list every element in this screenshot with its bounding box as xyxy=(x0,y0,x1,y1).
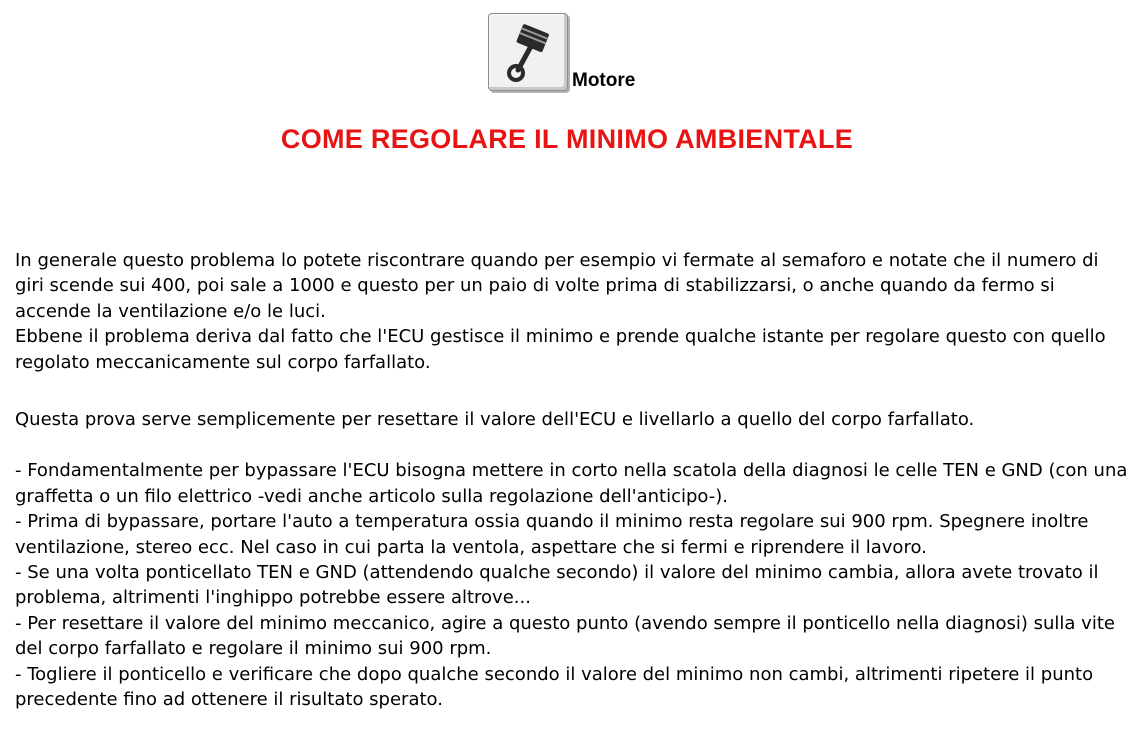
step-item: - Prima di bypassare, portare l'auto a temperatura ossia quando il minimo resta regolare sui 900 rpm. Spegnere inoltre ventilazione, stereo ecc. Nel caso in cui parta la ventola, aspettare che si fermi e riprendere il lavoro. xyxy=(15,511,1089,558)
section-label: Motore xyxy=(572,70,636,91)
step-item: - Per resettare il valore del minimo meccanico, agire a questo punto (avendo sempre il ponticello nella diagnosi) sulla vite del corpo farfallato e regolare il minimo sui 900 rpm. xyxy=(15,612,1115,660)
page-title: COME REGOLARE IL MINIMO AMBIENTALE xyxy=(280,124,854,154)
article-body xyxy=(15,248,1130,713)
section-header xyxy=(488,5,635,91)
step-item: - Togliere il ponticello e verificare che dopo qualche secondo il valore del minimo non cambi, altrimenti ripetere il punto precedente fino ad ottenere il risultato sperato. xyxy=(15,663,1094,711)
step-item: - Se una volta ponticellato TEN e GND (attendendo qualche secondo) il valore del minimo cambia, allora avete trovato il problema, altrimenti l'inghippo potrebbe essere altrove... xyxy=(15,562,1099,609)
intro-paragraph-1: In generale questo problema lo potete riscontrare quando per esempio vi fermate al semaforo e notate che il numero di giri scende sui 400, poi sale a 1000 e questo per un paio di volte prima di stabilizzarsi, o anche quando da fermo si accende la ventilazione e/o le luci. xyxy=(15,250,1099,322)
intro-paragraph-2: Ebbene il problema deriva dal fatto che l'ECU gestisce il minimo e prende qualche istante per regolare questo con quello regolato meccanicamente sul corpo farfallato. xyxy=(15,326,1106,373)
step-item: - Fondamentalmente per bypassare l'ECU bisogna mettere in corto nella scatola della diagnosi le celle TEN e GND (con una graffetta o un filo elettrico -vedi anche articolo sulla regolazione dell'anticipo-). xyxy=(15,460,1128,507)
purpose-paragraph: Questa prova serve semplicemente per resettare il valore dell'ECU e livellarlo a quello del corpo farfallato. xyxy=(15,409,975,431)
piston-icon-graphic xyxy=(496,20,560,84)
piston-icon[interactable] xyxy=(488,13,568,91)
